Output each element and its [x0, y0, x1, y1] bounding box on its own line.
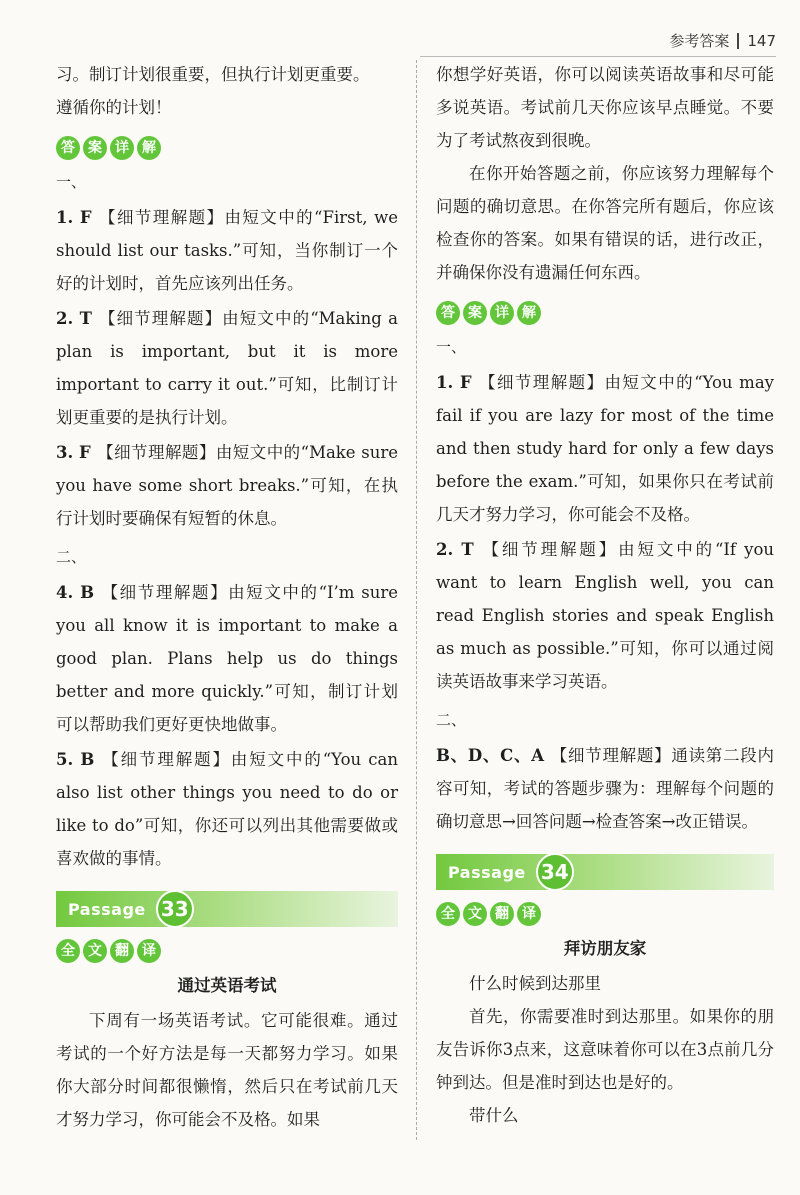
- intro-line-1: 习。制订计划很重要，但执行计划更重要。: [56, 65, 370, 84]
- left-column: [56, 58, 398, 1136]
- translation-paragraph-continued: 你想学好英语，你可以阅读英语故事和尽可能多说英语。考试前几天你应该早点睡觉。不要为了考试熬夜到很晚。: [436, 65, 774, 150]
- section-heading-1: 一、: [436, 338, 467, 356]
- answer-explanation-badge: [436, 301, 774, 325]
- header-separator: [737, 33, 739, 49]
- item-explanation: 【细节理解题】通读第二段内容可知，考试的答题步骤为：理解每个问题的确切意思→回答问题→检查答案→改正错误。: [436, 746, 774, 831]
- full-translation-badge: [436, 902, 774, 926]
- answer-explanation-badge: [56, 136, 398, 160]
- column-divider: [416, 60, 417, 1140]
- header-section-title: 参考答案: [669, 32, 730, 50]
- badge-char: 翻: [110, 939, 134, 963]
- answer-item-1: [436, 366, 774, 531]
- item-number: 2.: [436, 540, 454, 559]
- answer-item-3: [56, 436, 398, 535]
- badge-char: 答: [436, 301, 460, 325]
- item-answer: F: [78, 443, 91, 462]
- section-heading-2: 二、: [56, 548, 87, 566]
- header-rule: [420, 56, 776, 57]
- subheading-what-to-bring: 带什么: [469, 1106, 519, 1125]
- section-heading-1: 一、: [56, 173, 87, 191]
- page-header: [669, 30, 776, 51]
- answer-item-2: [56, 302, 398, 434]
- translation-title: 拜访朋友家: [563, 939, 647, 958]
- badge-char: 全: [56, 939, 80, 963]
- answer-item-3: [436, 739, 774, 838]
- intro-line-2: 遵循你的计划！: [56, 98, 172, 117]
- passage-label: Passage: [68, 899, 146, 919]
- passage-banner-34: [436, 854, 774, 890]
- badge-char: 详: [490, 301, 514, 325]
- badge-char: 译: [517, 902, 541, 926]
- item-explanation: 【细节理解题】由短文中的“Make sure you have some short breaks.”可知，在执行计划时要确保有短暂的休息。: [56, 443, 399, 528]
- passage-number: 33: [156, 890, 194, 928]
- badge-char: 答: [56, 136, 80, 160]
- badge-char: 翻: [490, 902, 514, 926]
- badge-char: 解: [517, 301, 541, 325]
- page-number: 147: [747, 31, 776, 50]
- answer-item-4: [56, 576, 398, 741]
- section-heading-2: 二、: [436, 711, 467, 729]
- badge-char: 解: [137, 136, 161, 160]
- badge-char: 译: [137, 939, 161, 963]
- passage-number: 34: [536, 853, 574, 891]
- badge-char: 全: [436, 902, 460, 926]
- badge-char: 详: [110, 136, 134, 160]
- answer-item-2: [436, 533, 774, 698]
- item-number: 4.: [56, 583, 74, 602]
- translation-title: 通过英语考试: [177, 976, 277, 995]
- badge-char: 文: [463, 902, 487, 926]
- translation-paragraph-2: 在你开始答题之前，你应该努力理解每个问题的确切意思。在你答完所有题后，你应该检查你的答案。如果有错误的话，进行改正，并确保你没有遗漏任何东西。: [436, 164, 774, 282]
- subheading-when: 什么时候到达那里: [469, 974, 601, 993]
- item-answer: B: [80, 750, 95, 769]
- full-translation-badge: [56, 939, 398, 963]
- item-explanation: 【细节理解题】由短文中的“If you want to learn English well, you can read English stories and speak English as much as possible.”可知，你可以通过阅读英语故事来学习英语。: [436, 540, 775, 691]
- item-explanation: 【细节理解题】由短文中的“First, we should list our tasks.”可知，当你制订一个好的计划时，首先应该列出任务。: [56, 208, 398, 293]
- item-explanation: 【细节理解题】由短文中的“I’m sure you all know it is important to make a good plan. Plans help us do things better and more quickly.”可知，制订计划可以帮助我们更好更快地做事。: [56, 583, 398, 734]
- badge-char: 案: [83, 136, 107, 160]
- item-number: 1.: [436, 373, 454, 392]
- item-explanation: 【细节理解题】由短文中的“You may fail if you are lazy for most of the time and then study hard for only a few days before the exam.”可知，如果你只在考试前几天才努力学习，你可能会不及格。: [436, 373, 774, 524]
- badge-char: 案: [463, 301, 487, 325]
- item-explanation: 【细节理解题】由短文中的“Making a plan is important, but it is more important to carry it out.”可知，比制订计划更重要的是执行计划。: [56, 309, 399, 427]
- item-answer: F: [79, 208, 92, 227]
- answer-item-1: [56, 201, 398, 300]
- badge-char: 文: [83, 939, 107, 963]
- item-answer: T: [79, 309, 92, 328]
- answer-item-5: [56, 743, 398, 875]
- translation-paragraph: 下周有一场英语考试。它可能很难。通过考试的一个好方法是每一天都努力学习。如果你大部分时间都很懒惰，然后只在考试前几天才努力学习，你可能会不及格。如果: [56, 1011, 398, 1129]
- passage-label: Passage: [448, 862, 526, 882]
- item-number: 5.: [56, 750, 74, 769]
- item-number: 2.: [56, 309, 74, 328]
- item-answer: F: [459, 373, 472, 392]
- item-answer: B、D、C、A: [436, 746, 545, 765]
- translation-paragraph: 首先，你需要准时到达那里。如果你的朋友告诉你3点来，这意味着你可以在3点前几分钟到达。但是准时到达也是好的。: [436, 1007, 774, 1092]
- passage-banner-33: [56, 891, 398, 927]
- item-number: 3.: [56, 443, 74, 462]
- right-column: [436, 58, 774, 1132]
- item-explanation: 【细节理解题】由短文中的“You can also list other things you need to do or like to do”可知，你还可以列出其他需要做或喜欢做的事情。: [56, 750, 398, 868]
- item-number: 1.: [56, 208, 74, 227]
- item-answer: T: [461, 540, 474, 559]
- item-answer: B: [80, 583, 95, 602]
